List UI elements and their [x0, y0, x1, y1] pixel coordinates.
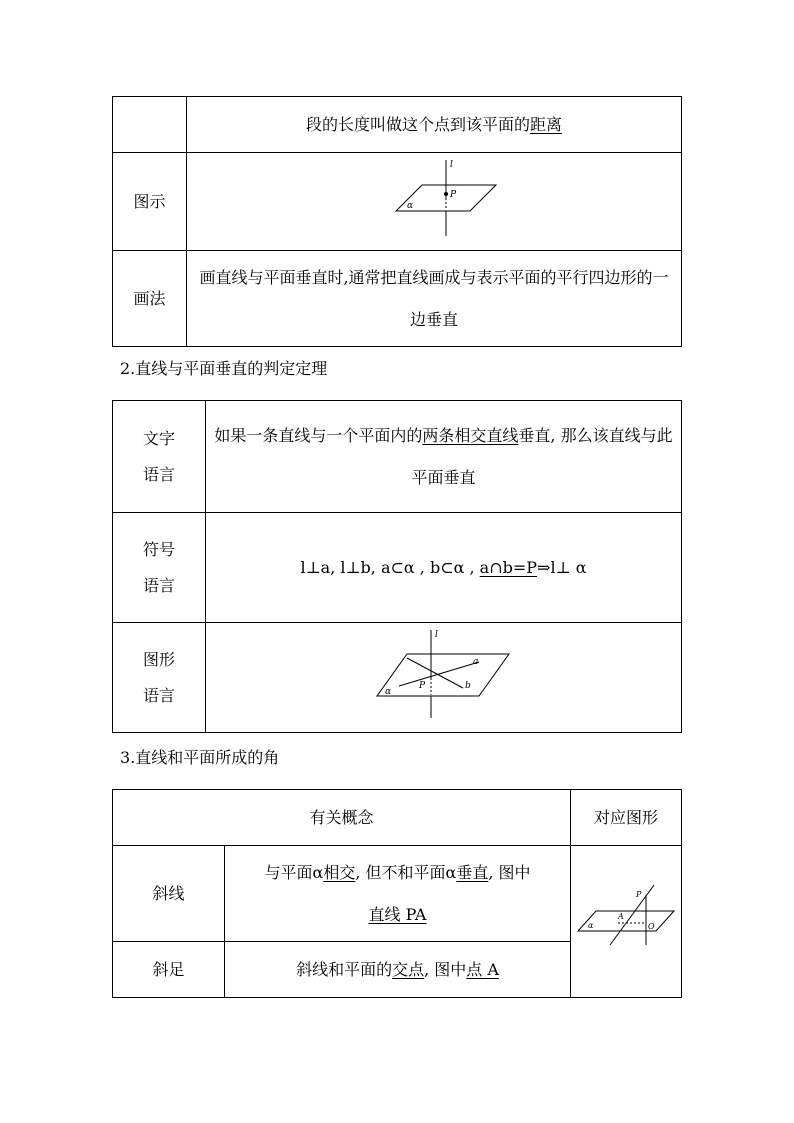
table3-figure-cell	[571, 846, 682, 998]
label-A: A	[618, 911, 624, 921]
heading-criterion: 2.直线与平面垂直的判定定理	[120, 359, 328, 378]
table2-word-label: 文字 语言	[113, 401, 206, 513]
table2-symbol-label: 符号 语言	[113, 513, 206, 623]
label-O: O	[648, 921, 655, 931]
label-l: l	[450, 159, 453, 170]
table2-symbol-text: l⊥a, l⊥b, a⊂α , b⊂α , a∩b=P⇒l⊥ α	[206, 513, 682, 623]
perpendicular-line-plane-figure	[364, 156, 504, 240]
table1-method-label: 画法	[113, 251, 187, 347]
label-b: b	[464, 680, 471, 691]
table-line-plane-angle	[112, 789, 682, 998]
table1-method-text: 画直线与平面垂直时,通常把直线画成与表示平面的平行四边形的一边垂直	[187, 251, 682, 347]
perpendicular-term: 垂直	[456, 862, 489, 882]
distance-term: 距离	[530, 114, 563, 134]
heading-angle: 3.直线和平面所成的角	[120, 748, 280, 767]
intersection-term: a∩b=P	[479, 557, 538, 577]
table-line-plane-definition	[112, 96, 682, 347]
criterion-figure	[369, 626, 519, 722]
table3-foot-text: 斜线和平面的交点, 图中点 A	[225, 942, 571, 998]
table2-figure-cell	[206, 623, 682, 733]
label-P: P	[418, 680, 425, 691]
label-alpha: α	[407, 200, 414, 211]
table2-figure-label: 图形 语言	[113, 623, 206, 733]
label-alpha: α	[588, 920, 594, 930]
intersection-point-term: 交点	[392, 959, 425, 979]
table3-header-figure: 对应图形	[571, 790, 682, 846]
table1-figure-cell	[187, 153, 682, 251]
table3-foot-label: 斜足	[113, 942, 225, 998]
oblique-line-PA	[610, 885, 654, 945]
table1-empty-cell	[113, 97, 187, 153]
table1-figure-label: 图示	[113, 153, 187, 251]
line-b	[407, 658, 463, 688]
table3-oblique-label: 斜线	[113, 846, 225, 942]
intersect-term: 相交	[323, 862, 356, 882]
point-P	[444, 192, 448, 196]
table2-word-text: 如果一条直线与一个平面内的两条相交直线垂直, 那么该直线与此平面垂直	[206, 401, 682, 513]
table3-header-concept: 有关概念	[113, 790, 571, 846]
label-alpha: α	[384, 686, 391, 697]
oblique-line-figure	[574, 883, 678, 953]
two-intersecting-lines-term: 两条相交直线	[422, 425, 519, 445]
label-l: l	[434, 629, 438, 640]
label-P: P	[450, 189, 457, 200]
label-a: a	[472, 656, 478, 667]
line-PA-term: 直线 PA	[368, 904, 427, 924]
plane-parallelogram	[377, 654, 509, 696]
table3-oblique-text: 与平面α相交, 但不和平面α垂直, 图中 直线 PA	[225, 846, 571, 942]
label-P: P	[636, 889, 642, 899]
table-criterion-theorem	[112, 400, 682, 733]
point-A-term: 点 A	[466, 959, 499, 979]
table1-distance-text: 段的长度叫做这个点到该平面的距离	[187, 97, 682, 153]
